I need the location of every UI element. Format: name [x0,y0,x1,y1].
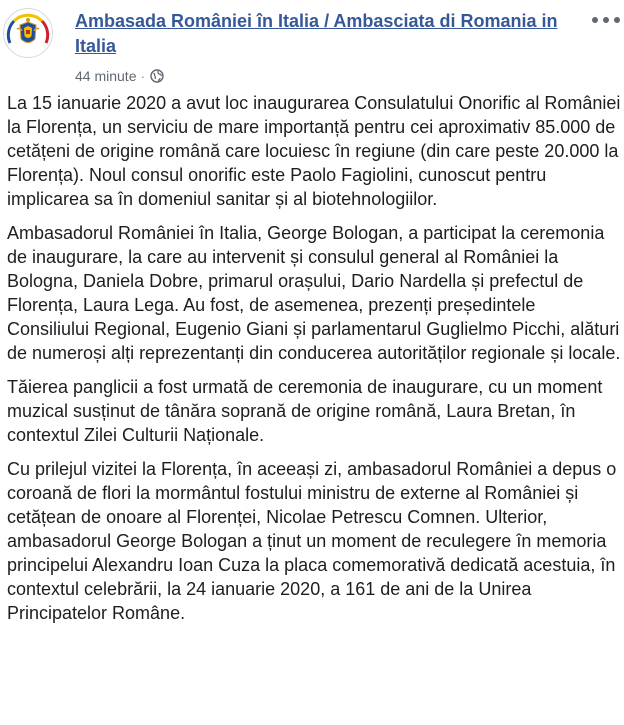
meta-separator: · [140,68,146,84]
globe-icon[interactable] [150,69,164,83]
post-paragraph-4: Cu prilejul vizitei la Florența, în aceeași zi, ambasadorul României a depus o coroană de flori la mormântul fostului ministru de externe al României și cetățean de onoare al Florenței, Nicolae Petrescu Comnen. Ulterior, ambasadorul George Bologan a ținut un moment de reculegere în memoria principelui Alexandru Ioan Cuza la placa comemorativă dedicată acestuia, în contextul celebrării, la 24 ianuarie 2020, a 161 de ani de la Unirea Principatelor Române. [7,459,617,623]
page-name-link[interactable]: Ambasada României în Italia / Ambasciata di Romania in Italia [75,11,558,56]
post-meta [75,67,164,85]
more-dot [603,17,609,23]
post-body [7,91,621,635]
page-avatar[interactable] [3,8,53,58]
more-dot [592,17,598,23]
post-paragraph-1: La 15 ianuarie 2020 a avut loc inaugurarea Consulatului Onorific al României la Florența, un serviciu de mare importanță pentru cei aproximativ 85.000 de cetățeni de origine română care locuiesc în regiune (din care peste 20.000 la Florența). Noul consul onorific este Paolo Fagiolini, cunoscut pentru implicarea sa în domeniul sanitar și al biotehnologiilor. [7,93,621,209]
post-paragraph-2: Ambasadorul României în Italia, George Bologan, a participat la ceremonia de inaugurare, la care au intervenit și consulul general al României la Bologna, Daniela Dobre, primarul orașului, Dario Nardella și prefectul de Florența, Laura Lega. Au fost, de asemenea, prezenți președintele Consiliului Regional, Eugenio Giani și parlamentarul Guglielmo Picchi, alături de numeroși alți reprezentanți din conducerea autorităților regionale și locale. [7,223,621,363]
more-dot [614,17,620,23]
post-header [0,0,624,92]
post-timestamp[interactable]: 44 minute [75,68,137,84]
more-options-icon[interactable] [592,10,620,30]
romanian-coat-of-arms-icon [4,9,52,57]
post-paragraph-3: Tăierea panglicii a fost urmată de ceremonia de inaugurare, cu un moment muzical susținut de tânăra soprană de origine română, Laura Bretan, în contextul Zilei Culturii Naționale. [7,377,603,445]
